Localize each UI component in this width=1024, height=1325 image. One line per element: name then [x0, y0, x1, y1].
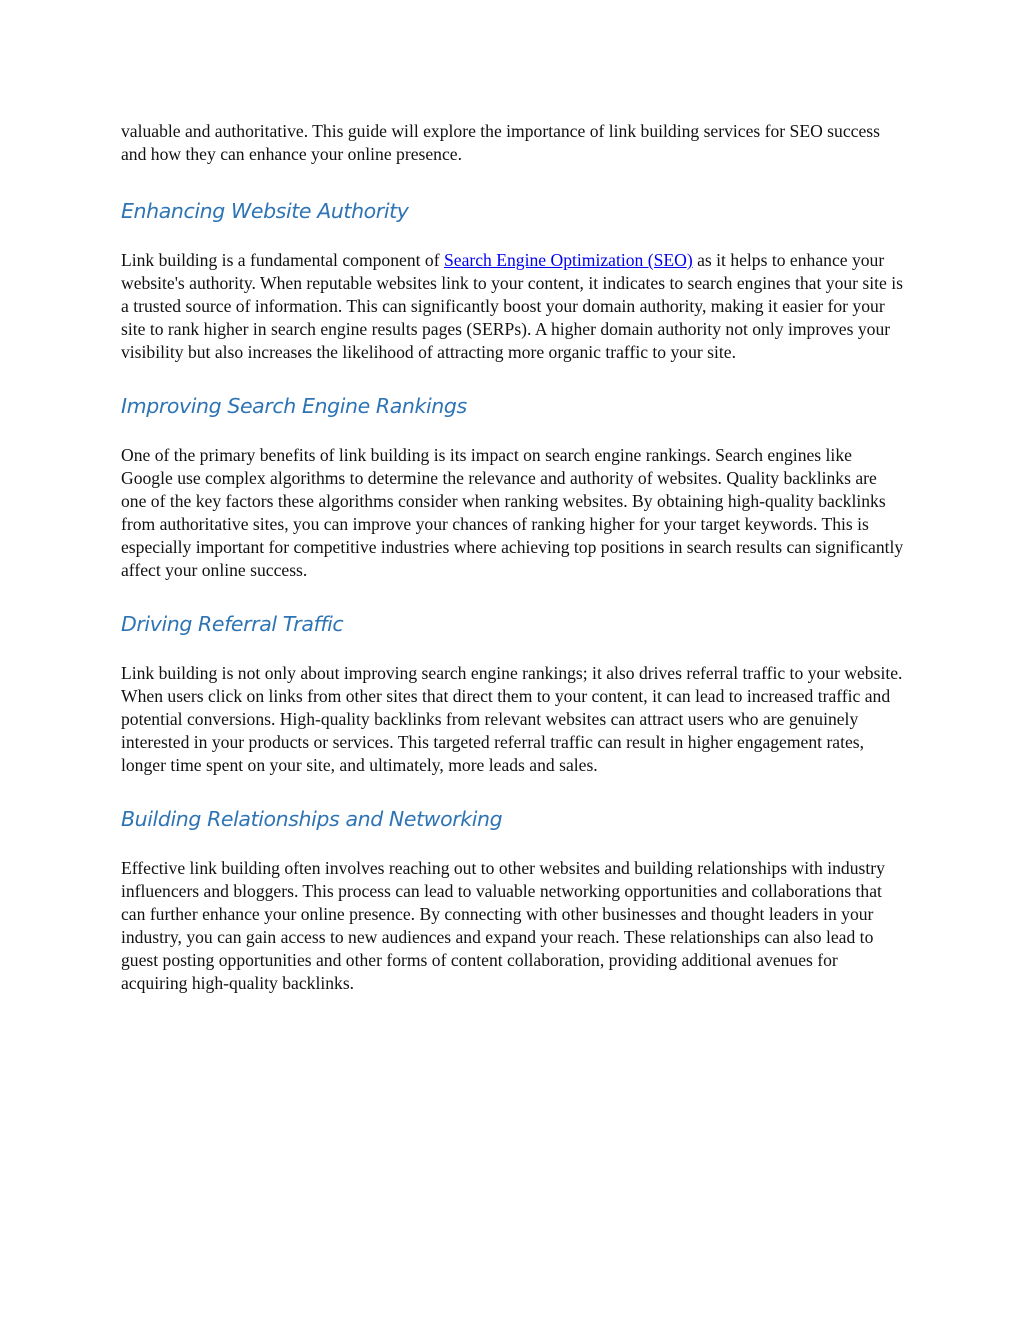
paragraph-text-after-link: as it helps to enhance your website's authority. When reputable websites link to your content, it indicates to search engines that your site is a trusted source of information. This can significantly boost your domain authority, making it easier for your site to rank higher in search engine results pages (SERPs). A higher domain authority not only improves your visibility but also increases the likelihood of attracting more organic traffic to your site. — [121, 250, 903, 362]
paragraph-driving-referral-traffic: Link building is not only about improving search engine rankings; it also drives referral traffic to your website. When users click on links from other sites that direct them to your content, it can lead to increased traffic and potential conversions. High-quality backlinks from relevant websites can attract users who are genuinely interested in your products or services. This targeted referral traffic can result in higher engagement rates, longer time spent on your site, and ultimately, more leads and sales. — [121, 663, 903, 775]
seo-link[interactable]: Search Engine Optimization (SEO) — [443, 250, 693, 270]
heading-improving-search-engine-rankings: Improving Search Engine Rankings — [121, 394, 467, 418]
paragraph-text-before-link: Link building is a fundamental component of — [121, 250, 444, 270]
paragraph-building-relationships-networking: Effective link building often involves reaching out to other websites and building relationships with industry influencers and bloggers. This process can lead to valuable networking opportunities and collaborations that can further enhance your online presence. By connecting with other businesses and thought leaders in your industry, you can gain access to new audiences and expand your reach. These relationships can also lead to guest posting opportunities and other forms of content collaboration, providing additional avenues for acquiring high-quality backlinks. — [121, 858, 885, 993]
paragraph-enhancing-website-authority — [121, 249, 906, 364]
heading-enhancing-website-authority: Enhancing Website Authority — [121, 199, 409, 223]
document-page — [121, 120, 906, 995]
heading-building-relationships-networking: Building Relationships and Networking — [121, 807, 503, 831]
intro-paragraph: valuable and authoritative. This guide will explore the importance of link building services for SEO success and how they can enhance your online presence. — [121, 121, 880, 164]
heading-driving-referral-traffic: Driving Referral Traffic — [121, 612, 344, 636]
paragraph-improving-search-engine-rankings: One of the primary benefits of link building is its impact on search engine rankings. Search engines like Google use complex algorithms to determine the relevance and authority of websites. Quality backlinks are one of the key factors these algorithms consider when ranking websites. By obtaining high-quality backlinks from authoritative sites, you can improve your chances of ranking higher for your target keywords. This is especially important for competitive industries where achieving top positions in search results can significantly affect your online success. — [121, 445, 904, 580]
